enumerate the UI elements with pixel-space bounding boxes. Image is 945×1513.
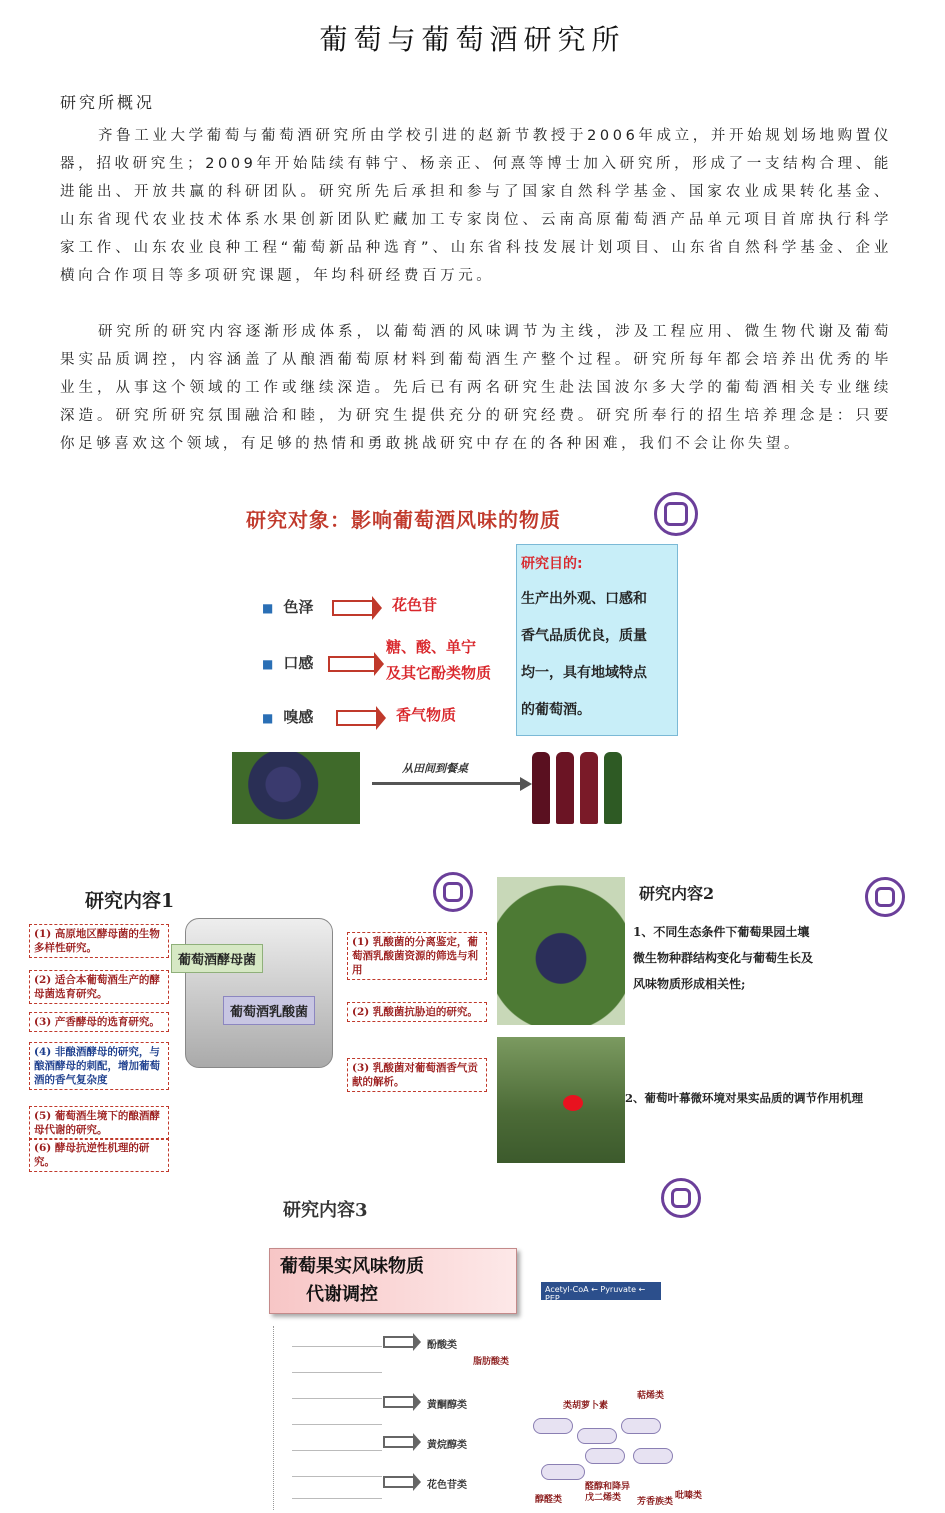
lactic-item: (3) 乳酸菌对葡萄酒香气贡献的解析。 bbox=[347, 1058, 487, 1092]
row-color-result: 花色苷 bbox=[392, 596, 438, 614]
figure-research-object bbox=[232, 490, 712, 830]
alcohols-label: 醇醛类 bbox=[535, 1495, 563, 1505]
arrow-icon bbox=[383, 1476, 413, 1488]
arrow-icon bbox=[383, 1436, 413, 1448]
goal-title: 研究目的: bbox=[521, 556, 583, 572]
center-panel bbox=[185, 918, 333, 1068]
page-title: 葡萄与葡萄酒研究所 bbox=[319, 23, 626, 56]
figure-research-content-1 bbox=[25, 872, 495, 1174]
yeast-item: (5) 葡萄酒生境下的酿酒酵母代谢的研究。 bbox=[29, 1106, 169, 1140]
content2-item2: 2、葡萄叶幕微环境对果实品质的调节作用机理 bbox=[625, 1091, 863, 1105]
wine-bottle-icon bbox=[532, 752, 550, 824]
metabolite-node bbox=[585, 1448, 625, 1464]
figure1-title: 研究对象：影响葡萄酒风味的物质 bbox=[246, 508, 561, 532]
arrow-icon bbox=[332, 600, 372, 616]
vineyard-photo bbox=[497, 1037, 625, 1163]
intro-paragraph-2: 研究所的研究内容逐渐形成体系，以葡萄酒的风味调节为主线，涉及工程应用、微生物代谢及葡萄果实品质调控，内容涵盖了从酿酒葡萄原材料到葡萄酒生产整个过程。研究所每年都会培养出优秀的毕业生，从事这个领域的工作或继续深造。先后已有两名研究生赴法国波尔多大学的葡萄酒相关专业继续深造。研究所研究氛围融洽和睦，为研究生提供充分的研究经费。研究所奉行的招生培养理念是：只要你足够喜欢这个领域，有足够的热情和勇敢挑战研究中存在的各种困难，我们不会让你失望。 bbox=[60, 324, 892, 452]
pyrazines-label: 吡嗪类 bbox=[675, 1491, 703, 1501]
yeast-item: (3) 产香酵母的选育研究。 bbox=[29, 1012, 169, 1032]
norisoprenoids-label: 醛醇和降异戊二烯类 bbox=[585, 1482, 631, 1503]
university-logo-icon bbox=[661, 1178, 701, 1218]
yeast-tag: 葡萄酒酵母菌 bbox=[171, 944, 263, 973]
figure-research-content-2 bbox=[497, 877, 922, 1165]
metabolite-node bbox=[533, 1418, 573, 1434]
long-arrow-icon bbox=[372, 782, 522, 785]
phenolic-acids-label: 酚酸类 bbox=[427, 1340, 457, 1351]
yeast-item: (6) 酵母抗逆性机理的研究。 bbox=[29, 1138, 169, 1172]
metabolite-node bbox=[633, 1448, 673, 1464]
university-logo-icon bbox=[865, 877, 905, 917]
content2-item1: 1、不同生态条件下葡萄果园土壤 微生物种群结构变化与葡萄生长及 风味物质形成相关性; bbox=[633, 925, 814, 991]
carotenoids-label: 类胡萝卜素 bbox=[563, 1401, 609, 1411]
wine-bottle-icon bbox=[556, 752, 574, 824]
figure4-title: 研究内容3 bbox=[283, 1200, 368, 1221]
goal-line: 均一，具有地域特点 bbox=[521, 665, 647, 681]
arrow-label: 从田间到餐桌 bbox=[402, 762, 468, 775]
grapes-photo bbox=[232, 752, 360, 824]
yeast-item: (4) 非酿酒酵母的研究，与酿酒酵母的刺配，增加葡萄酒的香气复杂度 bbox=[29, 1042, 169, 1090]
wine-bottle-icon bbox=[604, 752, 622, 824]
aromatics-label: 芳香族类 bbox=[637, 1497, 674, 1507]
grape-cluster-photo bbox=[497, 877, 625, 1025]
fatty-acids-label: 脂肪酸类 bbox=[473, 1357, 510, 1367]
metabolite-node bbox=[621, 1418, 661, 1434]
arrow-icon bbox=[383, 1396, 413, 1408]
arrow-icon bbox=[383, 1336, 413, 1348]
pathway-bar: Acetyl-CoA ← Pyruvate ← PEP bbox=[541, 1282, 661, 1300]
lactic-bacteria-tag: 葡萄酒乳酸菌 bbox=[223, 996, 315, 1025]
metabolite-node bbox=[541, 1464, 585, 1480]
row-taste-result: 糖、酸、单宁 及其它酚类物质 bbox=[386, 638, 492, 682]
row-taste: ■ 口感 bbox=[262, 654, 314, 672]
row-color: ■ 色泽 bbox=[262, 598, 314, 616]
terpenes-label: 萜烯类 bbox=[637, 1391, 665, 1401]
figure3-title: 研究内容2 bbox=[639, 884, 715, 903]
figure-research-content-3 bbox=[265, 1178, 705, 1513]
row-smell: ■ 嗅感 bbox=[262, 708, 314, 726]
rose-flower-icon bbox=[563, 1095, 583, 1111]
lactic-item: (1) 乳酸菌的分离鉴定，葡萄酒乳酸菌资源的筛选与利用 bbox=[347, 932, 487, 980]
university-logo-icon bbox=[654, 492, 698, 536]
phenolic-pathway-diagram bbox=[273, 1326, 401, 1510]
flavonols-label: 黄酮醇类 bbox=[427, 1400, 467, 1411]
yeast-item: (2) 适合本葡萄酒生产的酵母菌选育研究。 bbox=[29, 970, 169, 1004]
flavanols-label: 黄烷醇类 bbox=[427, 1440, 467, 1451]
figure2-title: 研究内容1 bbox=[85, 890, 175, 912]
flavor-metabolism-box: 葡萄果实风味物质 代谢调控 bbox=[269, 1248, 517, 1314]
goal-line: 生产出外观、口感和 bbox=[521, 591, 647, 607]
arrow-icon bbox=[336, 710, 376, 726]
section-heading: 研究所概况 bbox=[60, 93, 156, 112]
arrow-icon bbox=[328, 656, 374, 672]
university-logo-icon bbox=[433, 872, 473, 912]
intro-paragraph-1: 齐鲁工业大学葡萄与葡萄酒研究所由学校引进的赵新节教授于2006年成立，并开始规划场地购置仪器，招收研究生；2009年开始陆续有韩宁、杨亲正、何熹等博士加入研究所，形成了一支结构合理、能进能出、开放共赢的科研团队。研究所先后承担和参与了国家自然科学基金、国家农业成果转化基金、山东省现代农业技术体系水果创新团队贮藏加工专家岗位、云南高原葡萄酒产品单元项目首席执行科学家工作、山东农业良种工程“葡萄新品种选育”、山东省科技发展计划项目、山东省自然科学基金、企业横向合作项目等多项研究课题，年均科研经费百万元。 bbox=[60, 128, 892, 284]
lactic-item: (2) 乳酸菌抗胁迫的研究。 bbox=[347, 1002, 487, 1022]
row-smell-result: 香气物质 bbox=[396, 706, 457, 724]
metabolite-node bbox=[577, 1428, 617, 1444]
goal-line: 香气品质优良，质量 bbox=[521, 628, 647, 644]
yeast-item: (1) 高原地区酵母菌的生物多样性研究。 bbox=[29, 924, 169, 958]
wine-bottle-icon bbox=[580, 752, 598, 824]
research-goal-box bbox=[516, 544, 678, 736]
anthocyanins-label: 花色苷类 bbox=[427, 1480, 467, 1491]
goal-line: 的葡萄酒。 bbox=[521, 702, 591, 718]
